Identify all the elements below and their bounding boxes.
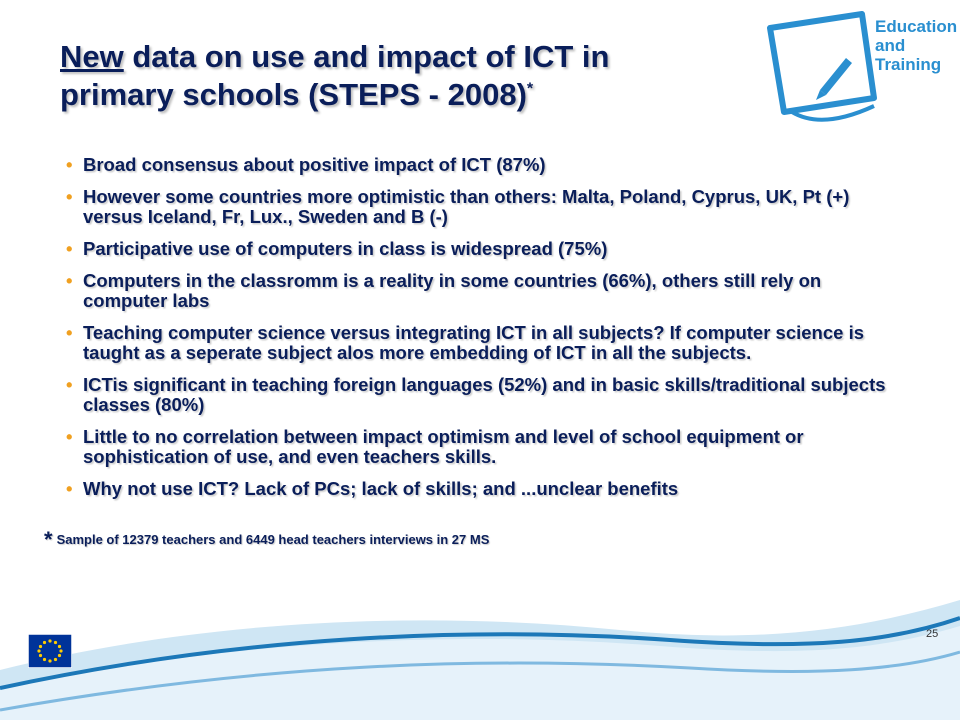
eu-flag-icon	[28, 634, 72, 668]
bullet-item	[66, 323, 896, 363]
bullet-dot-icon: •	[66, 322, 73, 343]
bullet-dot-icon: •	[66, 270, 73, 291]
bullet-item	[66, 271, 896, 311]
footnote	[44, 527, 489, 553]
footnote-text: Sample of 12379 teachers and 6449 head teachers interviews in 27 MS	[56, 532, 490, 547]
bullet-dot-icon: •	[66, 426, 73, 447]
bullet-text: Teaching computer science versus integrating ICT in all subjects? If computer science is taught as a seperate subject alos more embedding of ICT in all the subjects.	[83, 322, 864, 363]
bullet-item	[66, 479, 896, 499]
bullet-text: Computers in the classromm is a reality in some countries (66%), others still rely on computer labs	[83, 270, 822, 311]
bullet-item	[66, 427, 896, 467]
bullet-text: ICTis significant in teaching foreign languages (52%) and in basic skills/traditional subjects classes (80%)	[83, 374, 886, 415]
logo-line-training: Training	[875, 55, 942, 74]
page-number: 25	[926, 628, 939, 640]
bullet-text: Broad consensus about positive impact of ICT (87%)	[83, 154, 546, 175]
bullet-text: However some countries more optimistic than others: Malta, Poland, Cyprus, UK, Pt (+) versus Iceland, Fr, Lux., Sweden and B (-)	[83, 186, 850, 227]
bullet-dot-icon: •	[66, 154, 73, 175]
slide-title	[60, 38, 740, 114]
bullet-dot-icon: •	[66, 374, 73, 395]
title-underlined-word: New	[60, 39, 124, 74]
title-line2: primary schools (STEPS - 2008)	[60, 77, 527, 112]
bullet-text: Participative use of computers in class is widespread (75%)	[83, 238, 608, 259]
logo-line-and: and	[875, 36, 906, 55]
bullet-dot-icon: •	[66, 186, 73, 207]
bullet-list	[66, 155, 896, 511]
footer-wave-decoration	[0, 560, 960, 720]
bullet-text: Why not use ICT? Lack of PCs; lack of skills; and ...unclear benefits	[83, 478, 679, 499]
bullet-dot-icon: •	[66, 238, 73, 259]
bullet-text: Little to no correlation between impact optimism and level of school equipment or sophistication of use, and even teachers skills.	[83, 426, 804, 467]
bullet-item	[66, 187, 896, 227]
bullet-dot-icon: •	[66, 478, 73, 499]
title-line1-rest: data on use and impact of ICT in	[123, 39, 610, 74]
logo-line-education: Education	[875, 17, 958, 36]
footnote-star: *	[44, 527, 53, 552]
bullet-item	[66, 239, 896, 259]
title-superscript: *	[526, 80, 534, 98]
bullet-item	[66, 155, 896, 175]
bullet-item	[66, 375, 896, 415]
logo-text	[875, 17, 960, 74]
